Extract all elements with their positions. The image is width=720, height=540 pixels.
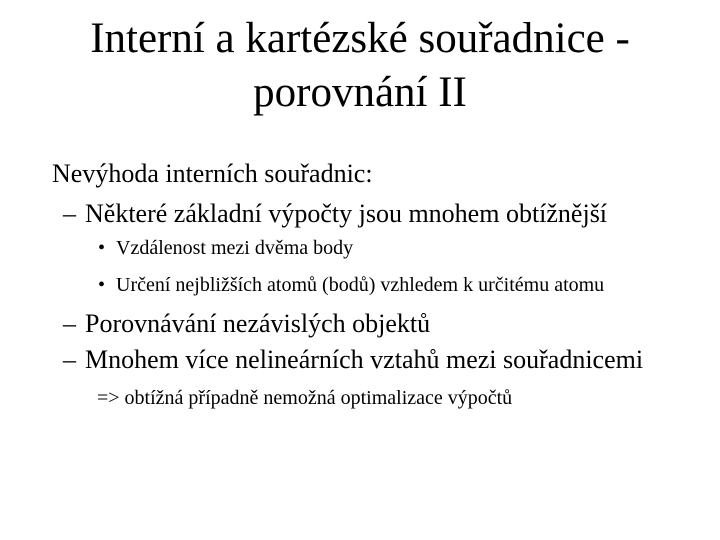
slide-title-line-2: porovnání II: [253, 69, 467, 116]
list-item-comparing-objects: [63, 308, 430, 340]
dash-marker: –: [63, 345, 76, 374]
list-item-harder-calculations: [63, 198, 607, 230]
bullet-marker: •: [98, 237, 106, 259]
list-item-label: Mnohem více nelineárních vztahů mezi souřadnicemi: [85, 345, 644, 374]
list-item-label: Některé základní výpočty jsou mnohem obtížnější: [85, 199, 608, 228]
bullet-marker: •: [98, 274, 106, 296]
bullet-item-nearest-atoms: [98, 272, 604, 298]
slide-title-line-1: Interní a kartézské souřadnice -: [90, 15, 630, 62]
bullet-item-label: Vzdálenost mezi dvěma body: [116, 237, 354, 259]
list-item-nonlinear-relations: [63, 344, 643, 376]
heading-disadvantage: Nevýhoda interních souřadnic:: [52, 159, 373, 188]
conclusion-note: => obtížná případně nemožná optimalizace výpočtů: [97, 387, 513, 409]
bullet-item-label: Určení nejbližších atomů (bodů) vzhledem k určitému atomu: [116, 274, 605, 296]
dash-marker: –: [63, 199, 76, 228]
list-item-label: Porovnávání nezávislých objektů: [85, 309, 431, 338]
bullet-item-distance: [98, 235, 353, 261]
dash-marker: –: [63, 309, 76, 338]
